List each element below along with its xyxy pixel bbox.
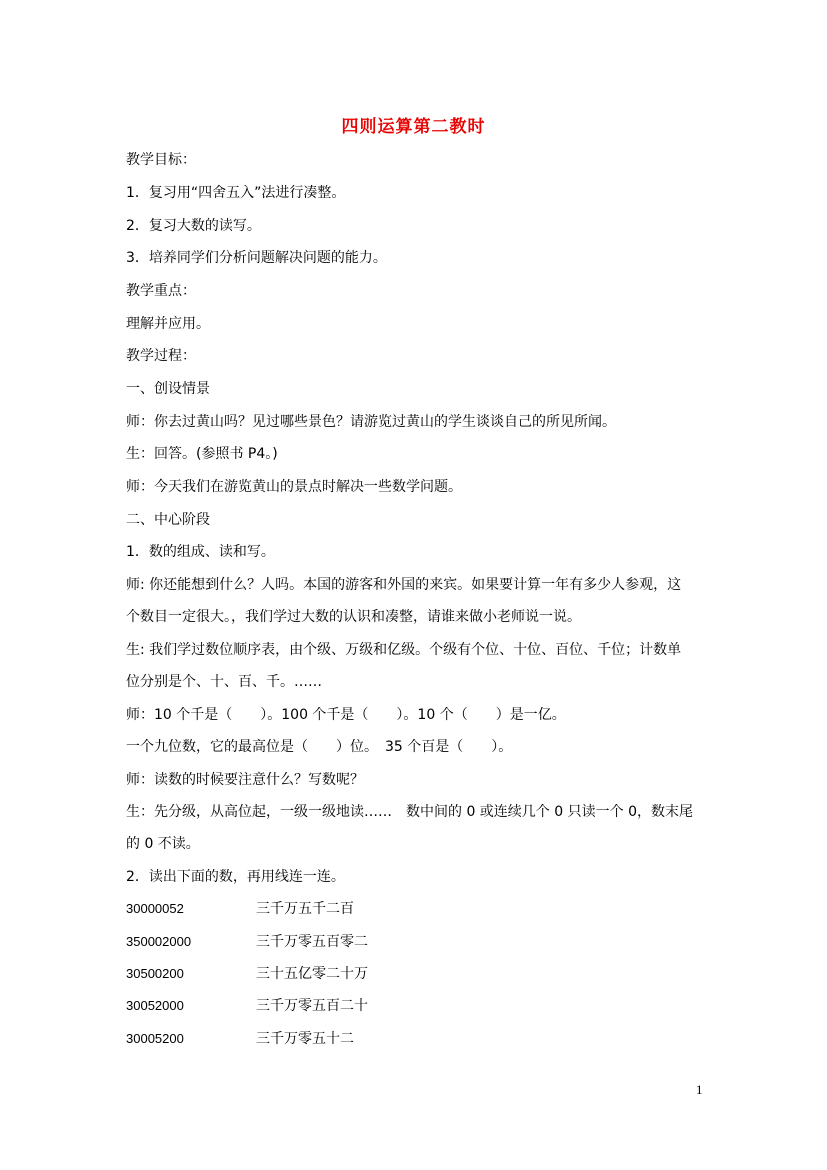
text-line: 生: 我们学过数位顺序表，由个级、万级和亿级。个级有个位、十位、百位、千位；计数单 (126, 642, 682, 658)
text-line: 一个九位数，它的最高位是（ ）位。 35 个百是（ ）。 (126, 739, 513, 755)
text-line: 师：10 个千是（ ）。100 个千是（ ）。10 个（ ）是一亿。 (126, 707, 566, 723)
text-line: 一、创设情景 (126, 381, 210, 397)
matching-number: 30005200 (126, 1031, 184, 1046)
text-line: 3．培养同学们分析问题解决问题的能力。 (126, 250, 387, 266)
matching-word: 三千万五千二百 (256, 901, 354, 917)
text-line: 师：今天我们在游览黄山的景点时解决一些数学问题。 (126, 479, 462, 495)
matching-number: 30000052 (126, 901, 184, 916)
document-title: 四则运算第二教时 (341, 117, 486, 137)
text-line: 个数目一定很大。，我们学过大数的认识和凑整，请谁来做小老师说一说。 (126, 609, 581, 625)
matching-number: 30500200 (126, 966, 184, 981)
text-line: 生：先分级，从高位起，一级一级地读…… 数中间的 0 或连续几个 0 只读一个 0，数末尾 (126, 804, 693, 820)
matching-number: 350002000 (126, 934, 192, 949)
text-line: 位分别是个、十、百、千。…… (126, 674, 322, 690)
matching-number: 30052000 (126, 998, 184, 1013)
matching-word: 三千万零五百零二 (256, 934, 368, 950)
text-line: 理解并应用。 (126, 316, 210, 332)
page-number: 1 (696, 1082, 703, 1097)
text-line: 1．复习用“四舍五入”法进行凑整。 (126, 185, 346, 201)
text-line: 师：读数的时候要注意什么？写数呢？ (126, 772, 364, 788)
text-line: 师: 你还能想到什么？人吗。本国的游客和外国的来宾。如果要计算一年有多少人参观，这 (126, 577, 682, 593)
text-line: 二、中心阶段 (126, 512, 210, 528)
text-line: 教学重点： (126, 283, 196, 299)
matching-word: 三千万零五十二 (256, 1031, 354, 1047)
matching-word: 三千万零五百二十 (256, 998, 368, 1014)
text-line: 教学过程： (126, 348, 196, 364)
text-line: 师：你去过黄山吗？见过哪些景色？请游览过黄山的学生谈谈自己的所见所闻。 (126, 414, 616, 430)
text-line: 2．复习大数的读写。 (126, 218, 261, 234)
text-line: 1．数的组成、读和写。 (126, 544, 275, 560)
text-line: 的 0 不读。 (126, 836, 200, 852)
matching-word: 三十五亿零二十万 (256, 966, 368, 982)
text-line: 2．读出下面的数，再用线连一连。 (126, 869, 345, 885)
text-line: 生：回答。(参照书 P4。) (126, 446, 278, 462)
text-line: 教学目标： (126, 152, 196, 168)
